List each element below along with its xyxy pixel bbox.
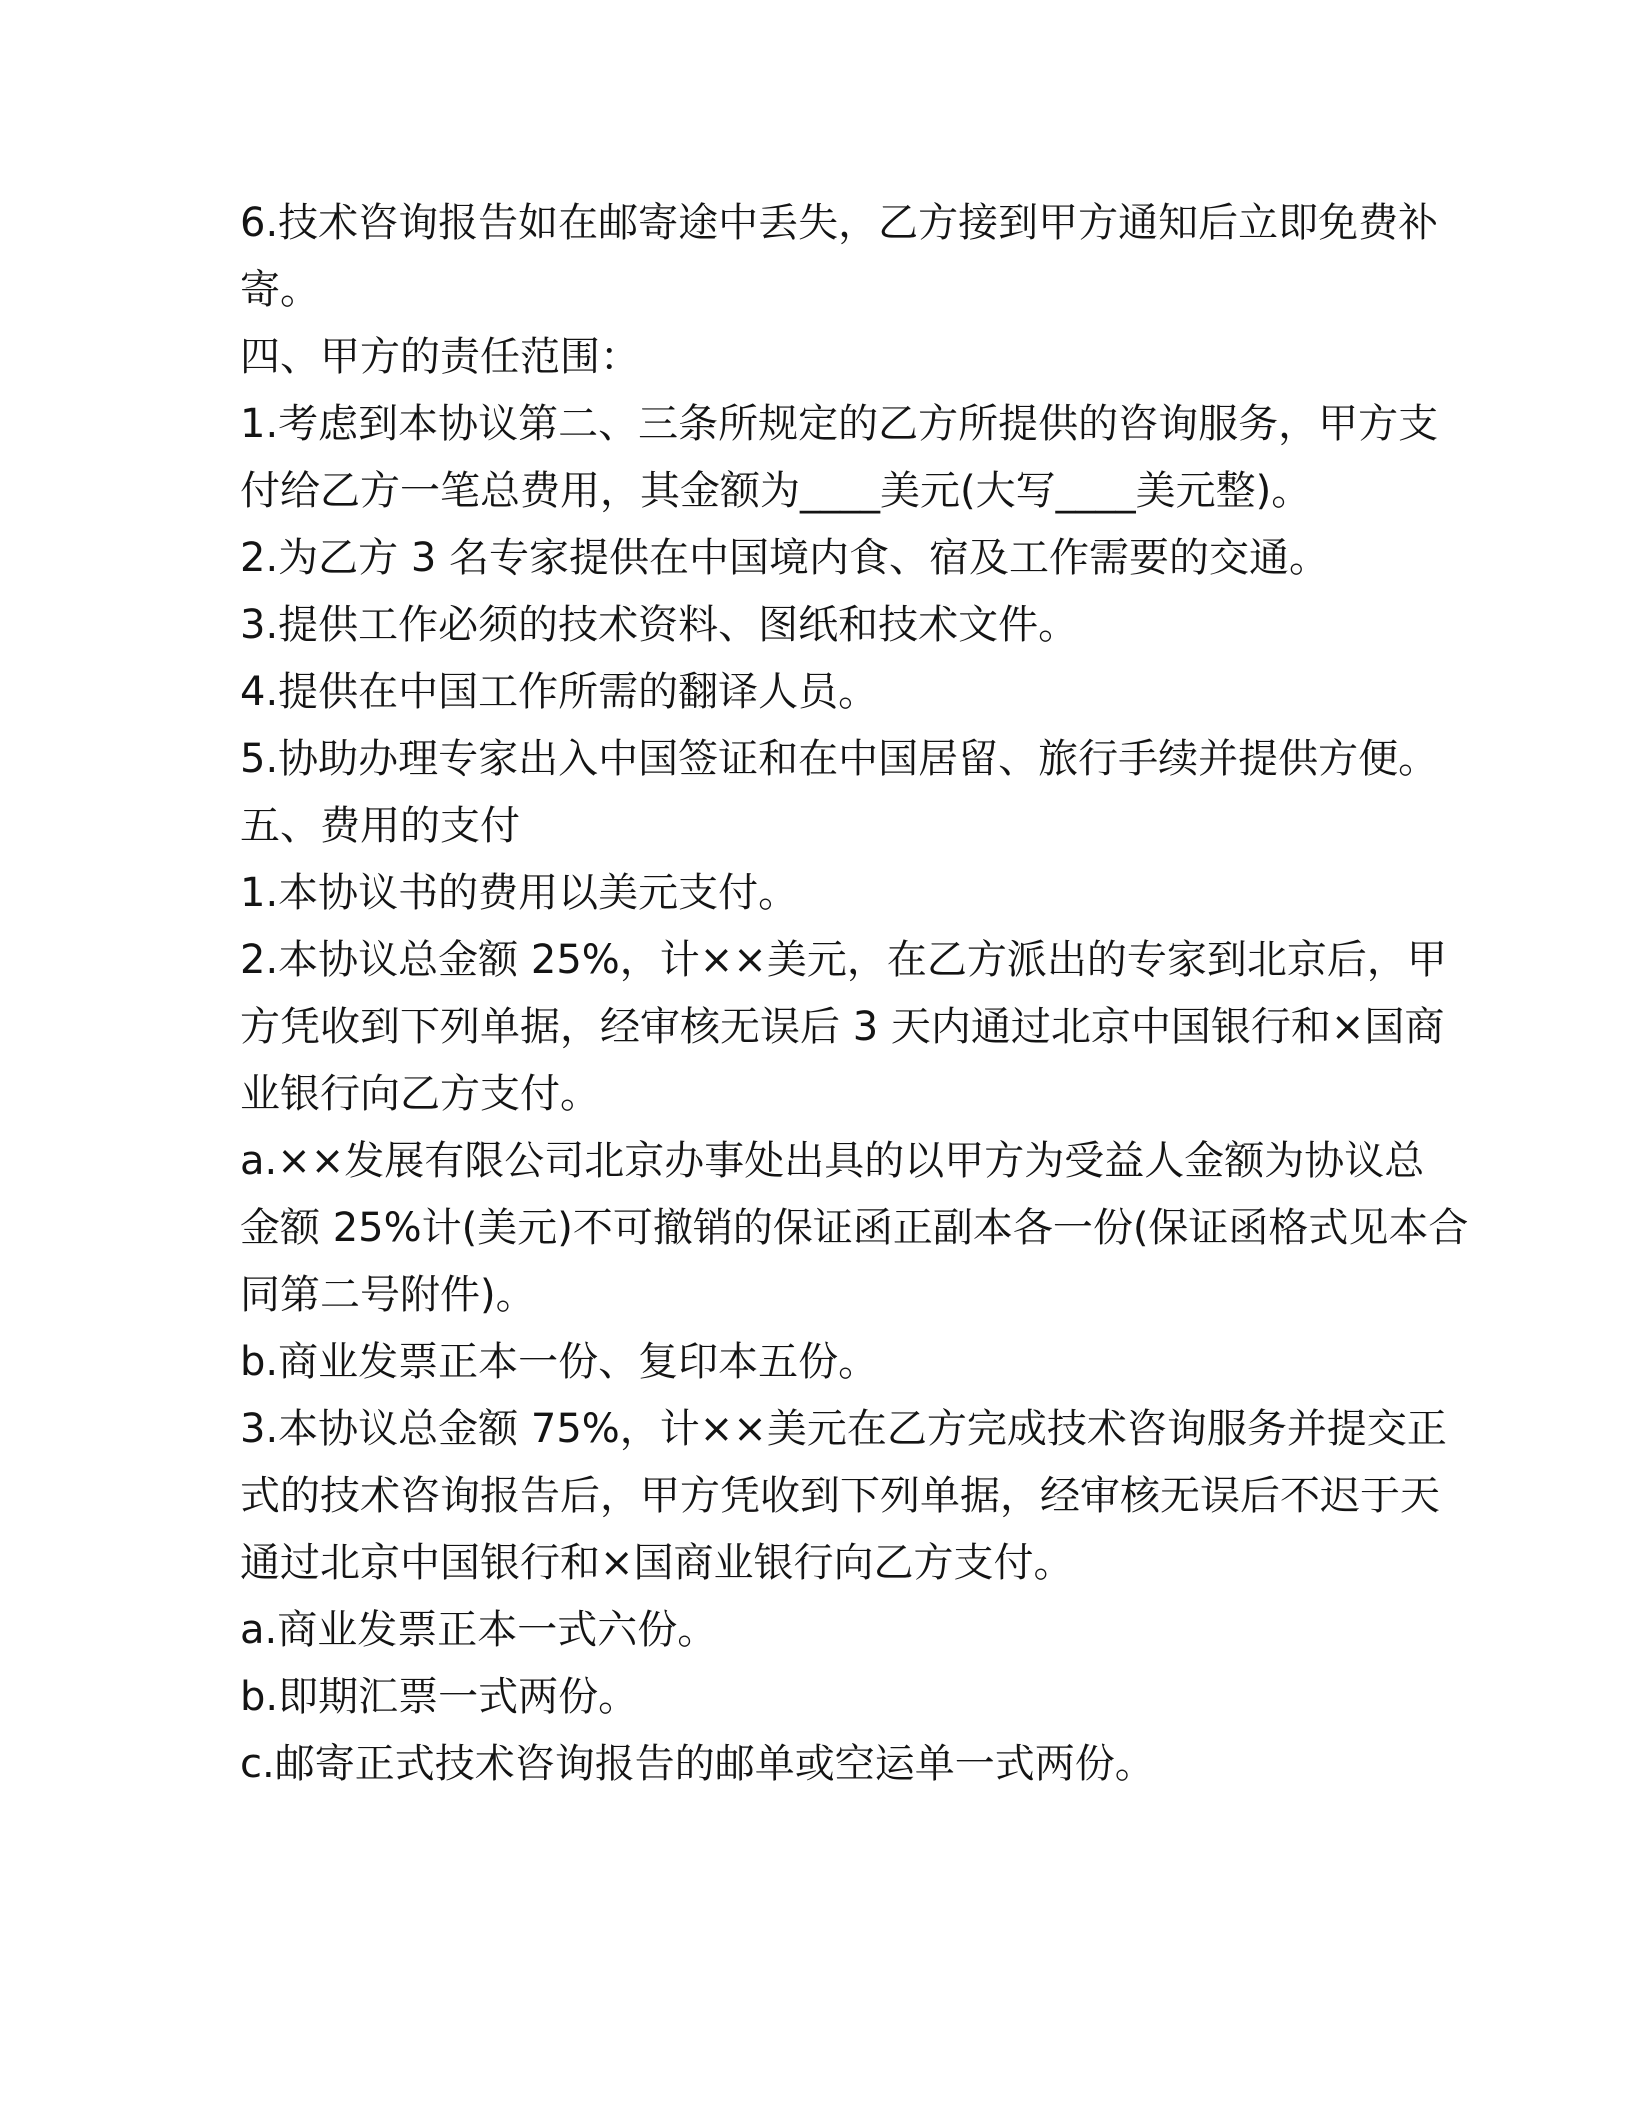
text-line: b.商业发票正本一份、复印本五份。 xyxy=(240,1339,879,1385)
section-heading: 四、甲方的责任范围： xyxy=(240,334,640,380)
text-line: 5.协助办理专家出入中国签证和在中国居留、旅行手续并提供方便。 xyxy=(240,736,1439,782)
text-line: b.即期汇票一式两份。 xyxy=(240,1674,639,1720)
text-line: 寄。 xyxy=(240,267,320,313)
text-line: 1.本协议书的费用以美元支付。 xyxy=(240,870,799,916)
text-line: 同第二号附件)。 xyxy=(240,1272,536,1318)
text-line: 4.提供在中国工作所需的翻译人员。 xyxy=(240,669,879,715)
text-line: 付给乙方一笔总费用，其金额为____美元(大写____美元整)。 xyxy=(240,468,1312,514)
text-line: 2.为乙方 3 名专家提供在中国境内食、宿及工作需要的交通。 xyxy=(240,535,1330,581)
text-line: a.××发展有限公司北京办事处出具的以甲方为受益人金额为协议总 xyxy=(240,1138,1425,1184)
text-line: 6.技术咨询报告如在邮寄途中丢失，乙方接到甲方通知后立即免费补 xyxy=(240,200,1439,246)
text-line: 式的技术咨询报告后，甲方凭收到下列单据，经审核无误后不迟于天 xyxy=(240,1473,1440,1519)
text-line: 3.提供工作必须的技术资料、图纸和技术文件。 xyxy=(240,602,1079,648)
text-line: 通过北京中国银行和×国商业银行向乙方支付。 xyxy=(240,1540,1074,1586)
text-line: a.商业发票正本一式六份。 xyxy=(240,1607,718,1653)
section-heading: 五、费用的支付 xyxy=(240,803,520,849)
text-line: 方凭收到下列单据，经审核无误后 3 天内通过北京中国银行和×国商 xyxy=(240,1004,1445,1050)
document-body xyxy=(240,190,1469,1798)
text-line: c.邮寄正式技术咨询报告的邮单或空运单一式两份。 xyxy=(240,1741,1155,1787)
text-line: 3.本协议总金额 75%，计××美元在乙方完成技术咨询服务并提交正 xyxy=(240,1406,1447,1452)
text-line: 2.本协议总金额 25%，计××美元，在乙方派出的专家到北京后，甲 xyxy=(240,937,1447,983)
text-line: 业银行向乙方支付。 xyxy=(240,1071,600,1117)
text-line: 1.考虑到本协议第二、三条所规定的乙方所提供的咨询服务，甲方支 xyxy=(240,401,1439,447)
text-line: 金额 25%计(美元)不可撤销的保证函正副本各一份(保证函格式见本合 xyxy=(240,1205,1469,1251)
